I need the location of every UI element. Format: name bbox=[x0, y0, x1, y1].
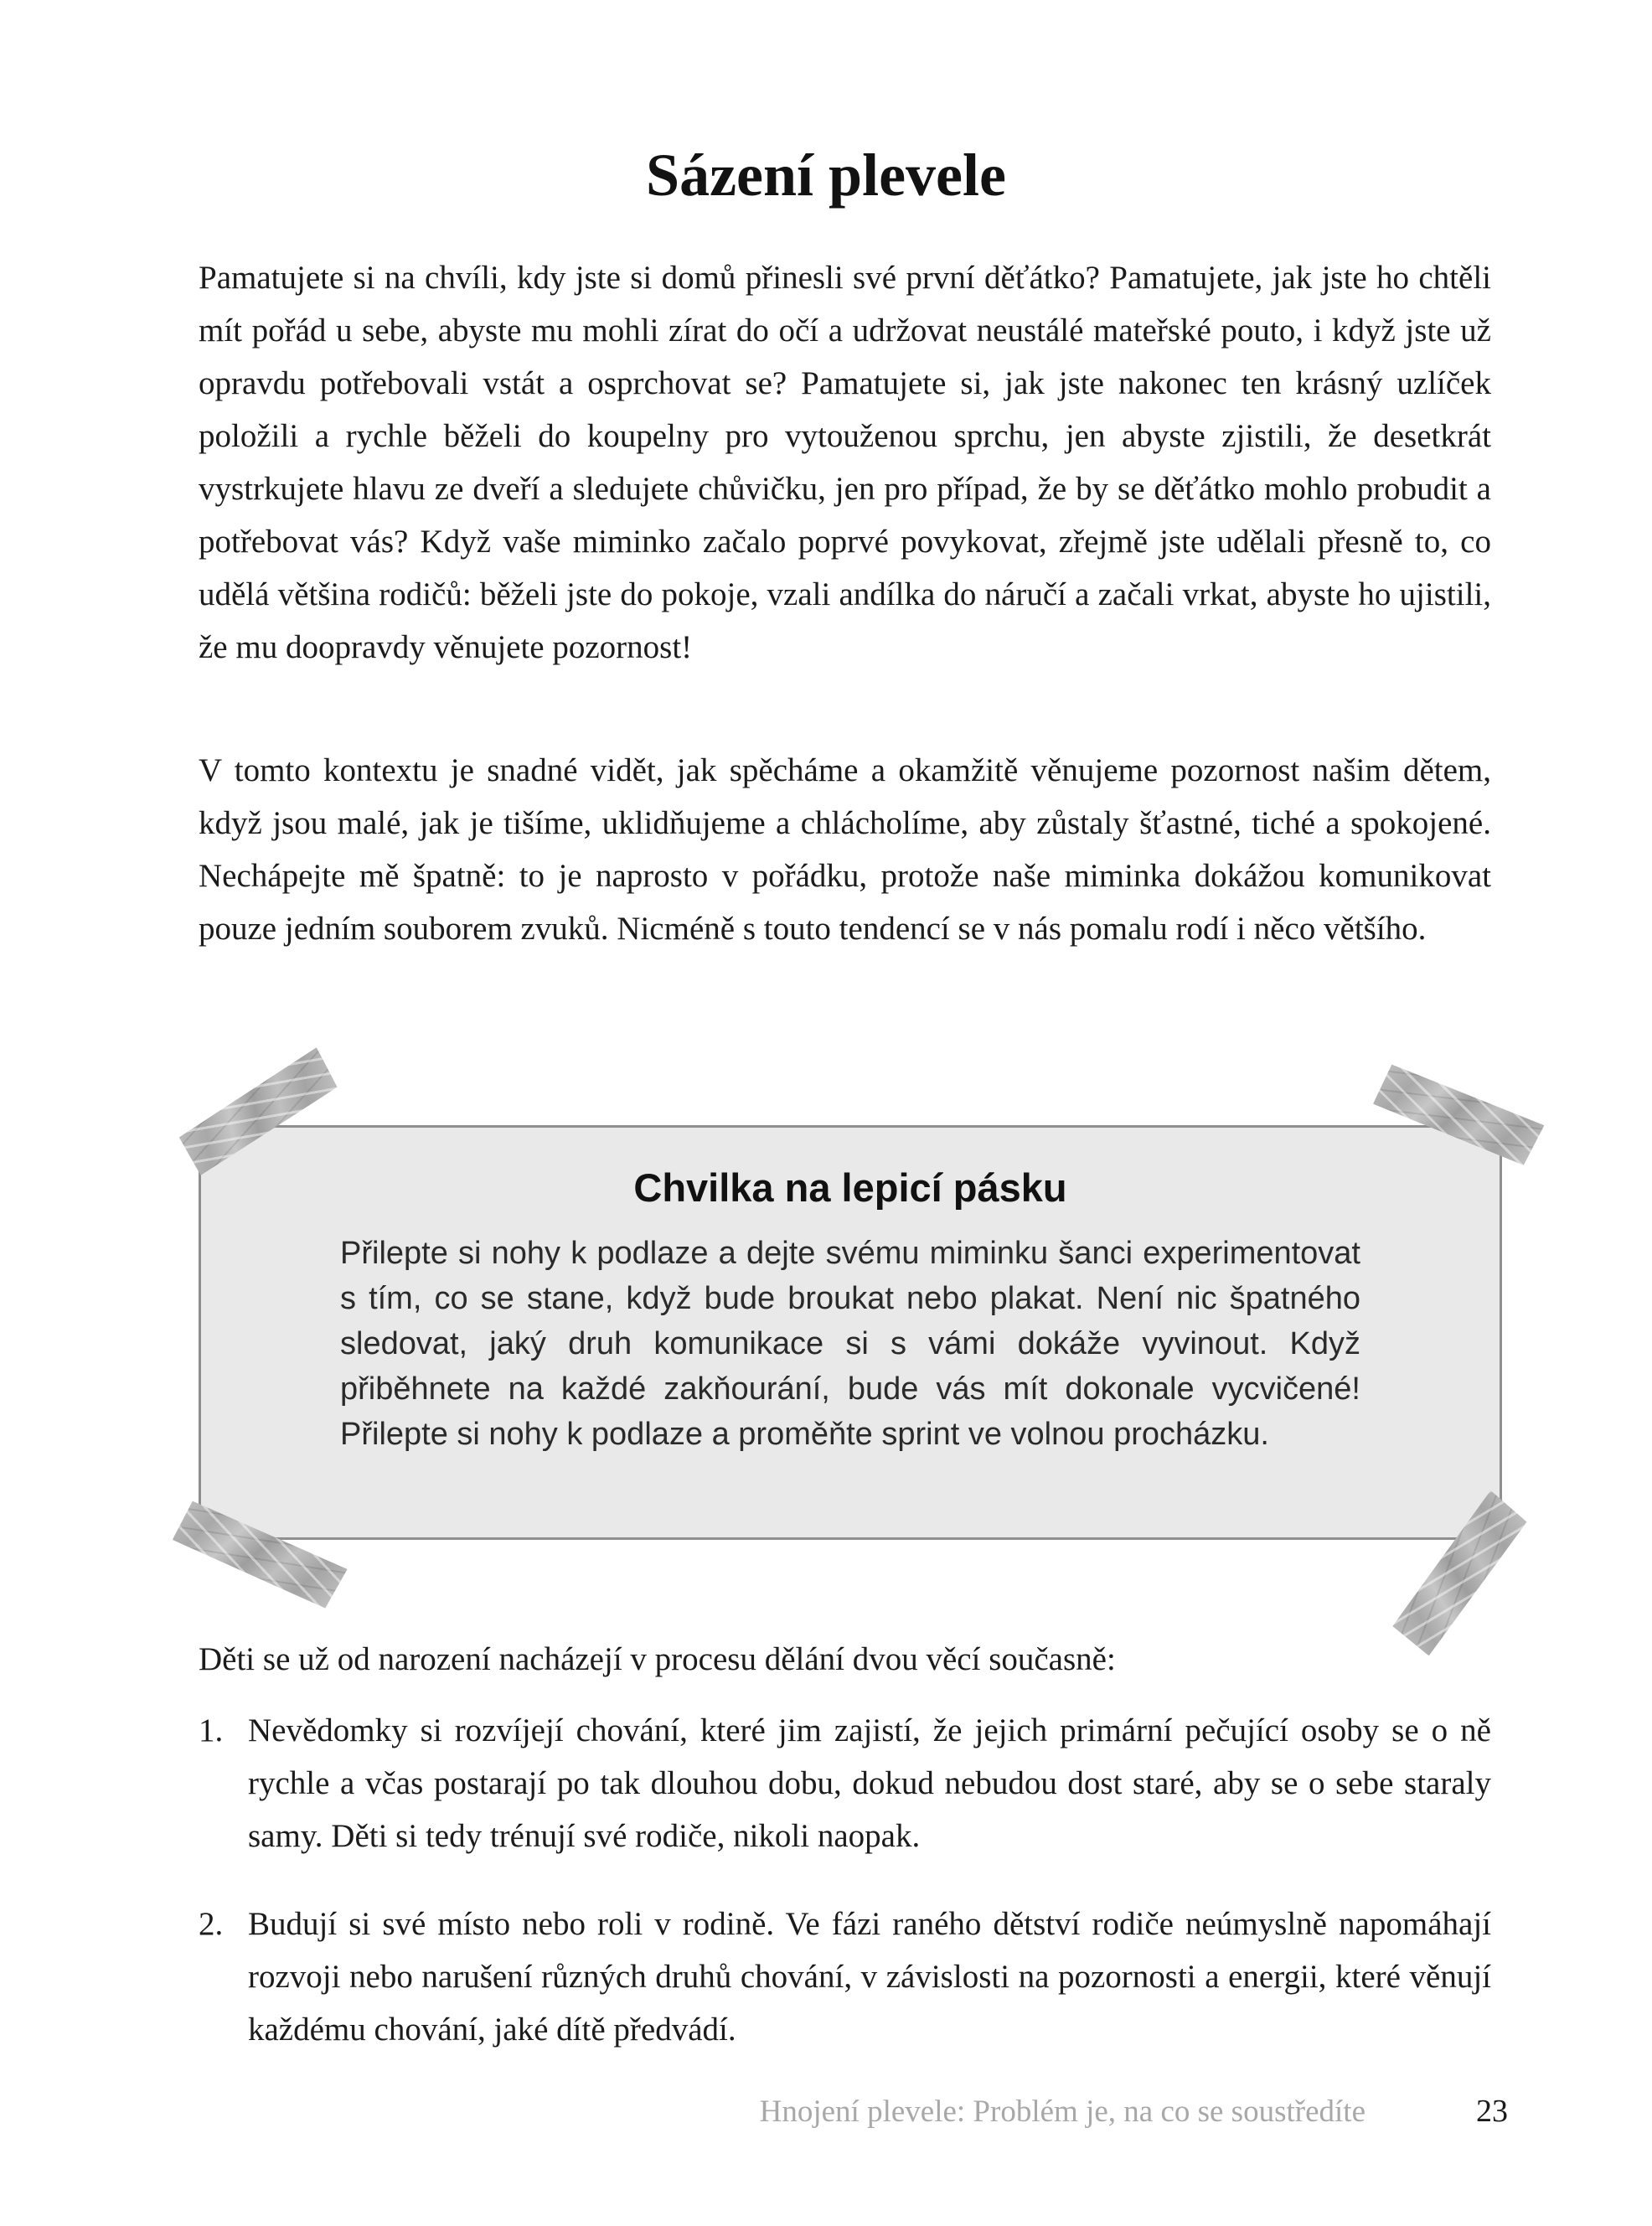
tape-callout bbox=[199, 1125, 1502, 1540]
list-item-text: Budují si své místo nebo roli v rodině. Ve fázi raného dětství rodiče neúmyslně napomáhají rozvoji nebo narušení různých druhů chování, v závislosti na pozornosti a energii, které věnují každému chování, jaké dítě předvádí. bbox=[248, 1906, 1491, 2048]
list-intro: Děti se už od narození nacházejí v procesu dělání dvou věcí současně: bbox=[199, 1641, 1116, 1677]
running-head: Hnojení plevele: Problém je, na co se soustředíte bbox=[759, 2094, 1365, 2129]
list-item bbox=[199, 1704, 1491, 1862]
list-item-number: 2. bbox=[199, 1906, 224, 1942]
chapter-title: Sázení plevele bbox=[646, 142, 1006, 209]
callout-box bbox=[199, 1125, 1502, 1540]
list-item-number: 1. bbox=[199, 1712, 224, 1748]
paragraph-2: V tomto kontextu je snadné vidět, jak spěcháme a okamžitě věnujeme pozornost našim dětem, když jsou malé, jak je tišíme, uklidňujeme a chlácholíme, aby zůstaly šťastné, tiché a spokojené. Nechápejte mě špatně: to je naprosto v pořádku, protože naše miminka dokážou komunikovat pouze jedním souborem zvuků. Nicméně s touto tendencí se v nás pomalu rodí i něco většího. bbox=[199, 752, 1491, 947]
page-number: 23 bbox=[1476, 2094, 1508, 2129]
list-item-text: Nevědomky si rozvíjejí chování, které jim zajistí, že jejich primární pečující osoby se o ně rychle a včas postarají po tak dlouhou dobu, dokud nebudou dost staré, aby se o sebe staraly samy. Děti si tedy trénují své rodiče, nikoli naopak. bbox=[248, 1712, 1491, 1854]
callout-title: Chvilka na lepicí pásku bbox=[633, 1165, 1067, 1210]
page-footer bbox=[199, 2093, 1508, 2130]
callout-body: Přilepte si nohy k podlaze a dejte svému miminku šanci experimentovat s tím, co se stane, když bude broukat nebo plakat. Není nic špatného sledovat, jaký druh komunikace si s vámi dokáže vyvinout. Když přiběhnete na každé zakňourání, bude vás mít dokonale vycvičené! Přilepte si nohy k podlaze a proměňte sprint ve volnou procházku. bbox=[340, 1236, 1360, 1452]
paragraph-1: Pamatujete si na chvíli, kdy jste si domů přinesli své první děťátko? Pamatujete, jak jste ho chtěli mít pořád u sebe, abyste mu mohli zírat do očí a udržovat neustálé mateřské pouto, i když jste už opravdu potřebovali vstát a osprchovat se? Pamatujete si, jak jste nakonec ten krásný uzlíček položili a rychle běželi do koupelny pro vytouženou sprchu, jen abyste zjistili, že desetkrát vystrkujete hlavu ze dveří a sledujete chůvičku, jen pro případ, že by se děťátko mohlo probudit a potřebovat vás? Když vaše miminko začalo poprvé povykovat, zřejmě jste udělali přesně to, co udělá většina rodičů: běželi jste do pokoje, vzali andílka do náručí a začali vrkat, abyste ho ujistili, že mu doopravdy věnujete pozornost! bbox=[199, 260, 1491, 665]
list-item bbox=[199, 1898, 1491, 2056]
